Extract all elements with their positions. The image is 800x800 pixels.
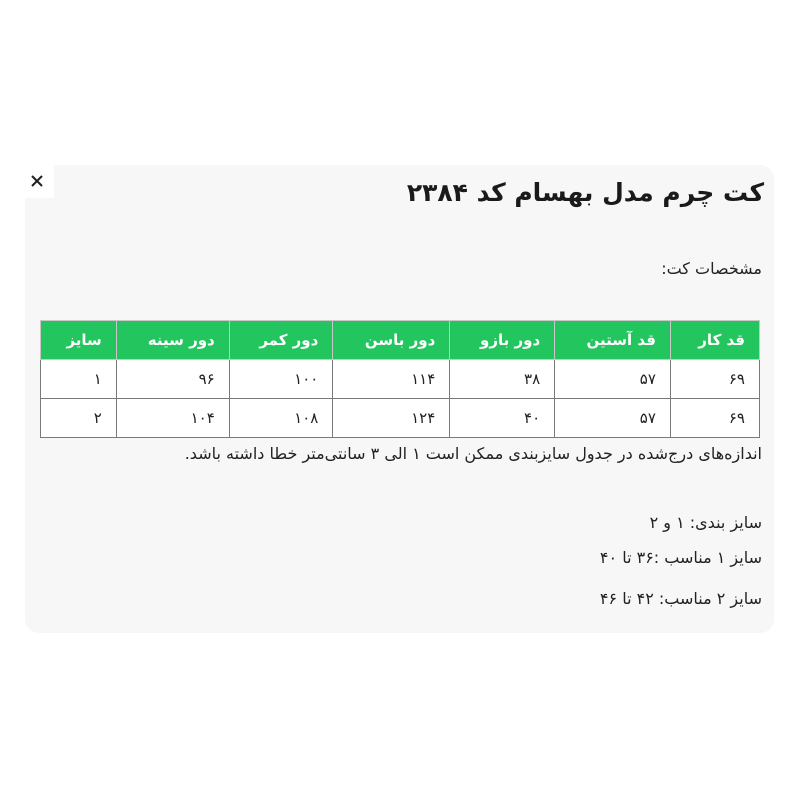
table-cell: ۵۷	[555, 360, 671, 399]
column-header: دور کمر	[229, 321, 333, 360]
table-cell: ۱۰۰	[229, 360, 333, 399]
table-row	[41, 399, 760, 438]
table-cell: ۵۷	[555, 399, 671, 438]
table-cell: ۲	[41, 399, 117, 438]
sizing-info: سایز بندی: ۱ و ۲	[649, 513, 762, 532]
table-row	[41, 360, 760, 399]
table-cell: ۱۰۴	[116, 399, 229, 438]
size-1-fit-info: سایز ۱ مناسب :۳۶ تا ۴۰	[599, 548, 762, 567]
size-error-note: اندازه‌های درج‌شده در جدول سایزبندی ممکن است ۱ الی ۳ سانتی‌متر خطا داشته باشد.	[184, 444, 762, 463]
size-table	[40, 320, 760, 438]
table-cell: ۱۰۸	[229, 399, 333, 438]
spec-heading: مشخصات کت:	[661, 259, 762, 278]
table-cell: ۹۶	[116, 360, 229, 399]
close-button[interactable]	[20, 164, 54, 198]
column-header: قد آستین	[555, 321, 671, 360]
column-header: سایز	[41, 321, 117, 360]
table-cell: ۱	[41, 360, 117, 399]
column-header: دور باسن	[333, 321, 450, 360]
table-cell: ۶۹	[670, 360, 759, 399]
modal-title: کت چرم مدل بهسام کد ۲۳۸۴	[406, 178, 764, 207]
table-cell: ۱۲۴	[333, 399, 450, 438]
column-header: دور سینه	[116, 321, 229, 360]
close-icon[interactable]	[30, 174, 44, 188]
table-cell: ۱۱۴	[333, 360, 450, 399]
column-header: دور بازو	[450, 321, 555, 360]
size-2-fit-info: سایز ۲ مناسب: ۴۲ تا ۴۶	[599, 589, 762, 608]
table-header-row	[41, 321, 760, 360]
table-cell: ۳۸	[450, 360, 555, 399]
table-cell: ۶۹	[670, 399, 759, 438]
column-header: قد کار	[670, 321, 759, 360]
table-cell: ۴۰	[450, 399, 555, 438]
